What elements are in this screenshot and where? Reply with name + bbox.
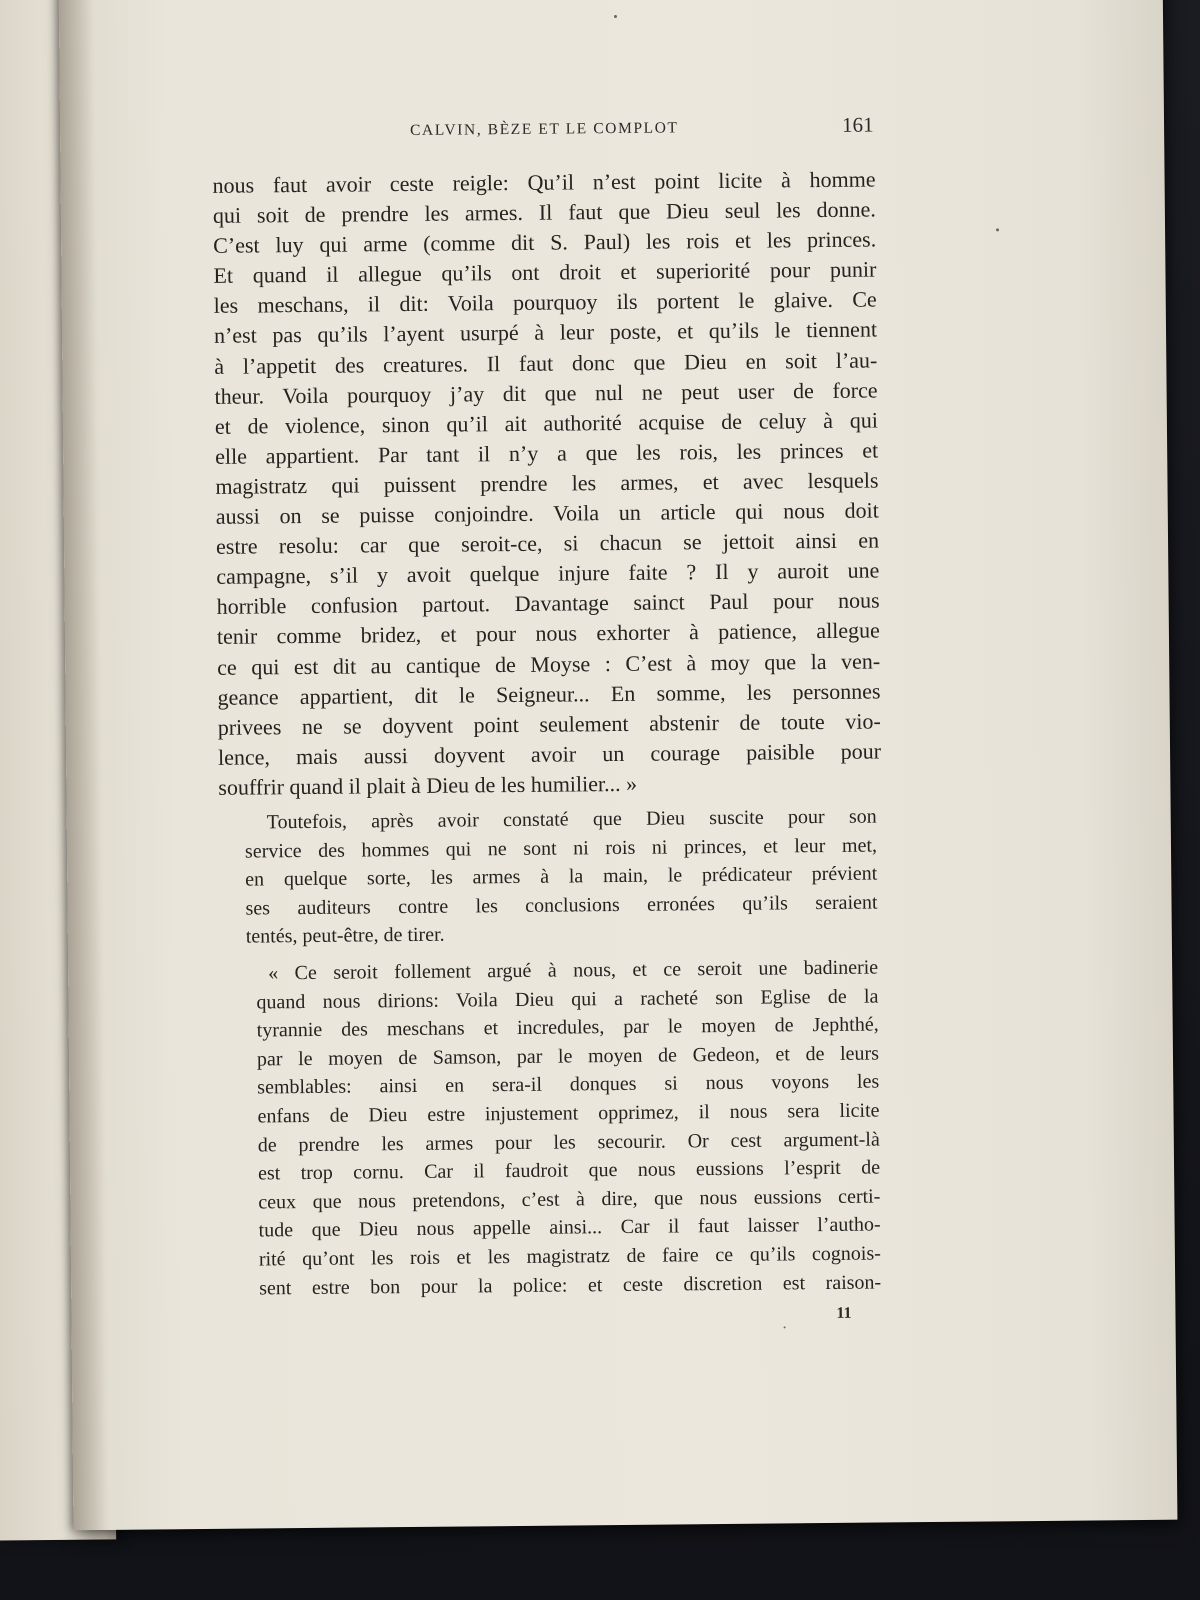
text-line: aussi on se puisse conjoindre. Voila un article qui nous doit [215,497,879,529]
text-line: tenir comme bridez, et pour nous exhorter à patience, allegue [216,617,881,650]
text-line: theur. Voila pourquoy j’ay dit que nul ne peut user de force [214,377,878,409]
text-line: à l’appetit des creatures. Il faut donc que Dieu en soit l’au- [214,347,878,379]
book-page [59,0,1178,1530]
text-line: privees ne se doyvent point seulement abstenir de toute vio- [217,708,881,740]
text-line: enfans de Dieu estre injustement opprimez, il nous sera licite [257,1099,880,1128]
text-line: et de violence, sinon qu’il ait authorité acquise de celuy à qui [214,407,878,439]
text-line: geance appartient, dit le Seigneur... En somme, les personnes [217,678,881,710]
text-line: sent estre bon pour la police: et ceste discretion est raison- [259,1271,882,1300]
text-line: n’est pas qu’ils l’ayent usurpé à leur poste, et qu’ils le tiennent [213,316,878,349]
paper-speck [996,228,999,231]
paragraph-2 [245,803,878,952]
text-line: est trop cornu. Car il faudroit que nous eussions l’esprit de [257,1156,881,1185]
text-line: service des hommes qui ne sont ni rois ni princes, et leur met, [244,834,878,863]
text-line: ce qui est dit au cantique de Moyse : C’est à moy que la ven- [217,647,881,680]
running-title: CALVIN, BÈZE ET LE COMPLOT [409,119,679,139]
text-line: semblables: ainsi en sera-il donques si nous voyons les [257,1070,880,1099]
text-line: C’est luy qui arme (comme dit S. Paul) les rois et les princes. [213,226,877,259]
text-line: magistratz qui puissent prendre les armes, et avec lesquels [215,467,879,499]
text-line: ses auditeurs contre les conclusions erronées qu’ils seraient [245,891,878,920]
text-line: nous faut avoir ceste reigle: Qu’il n’est point licite à homme [212,166,876,198]
text-line: tentés, peut-être, de tirer. [245,924,445,948]
text-line: lence, mais aussi doyvent avoir un courage paisible pour [217,738,882,770]
signature-mark: 11 [836,1304,852,1322]
text-line: les meschans, il dit: Voila pourquoy ils portent le glaive. Ce [213,286,877,319]
text-line: « Ce seroit follement argué à nous, et ce seroit une badinerie [268,956,879,985]
text-line: Et quand il allegue qu’ils ont droit et superiorité pour punir [213,256,877,289]
text-line: de prendre les armes pour les secourir. Or cest argument-là [257,1128,880,1157]
running-head [60,112,1164,139]
text-line: souffrir quand il plait à Dieu de les humilier... » [218,770,638,800]
page-number: 161 [841,112,874,137]
text-line: par le moyen de Samson, par le moyen de Gedeon, et de leurs [256,1042,880,1071]
paper-speck [784,1326,786,1328]
text-line: tude que Dieu nous appelle ainsi... Car il faut laisser l’autho- [258,1213,881,1242]
paragraph-3 [256,954,881,1303]
text-line: elle appartient. Par tant il n’y a que les rois, les princes et [215,437,879,469]
text-line: qui soit de prendre les armes. Il faut que Dieu seul les donne. [212,196,876,228]
text-line: estre resolu: car que seroit-ce, si chacun se jettoit ainsi en [215,527,880,559]
paper-speck [614,15,617,18]
text-line: en quelque sorte, les armes à la main, le prédicateur prévient [245,862,878,891]
text-line: rité qu’ont les rois et les magistratz de faire ce qu’ils cognois- [258,1242,881,1271]
paragraph-1 [212,165,881,803]
text-line: campagne, s’il y avoit quelque injure faite ? Il y auroit une [216,557,880,590]
text-line: tyrannie des meschans et incredules, par le moyen de Jephthé, [256,1013,879,1042]
text-line: quand nous dirions: Voila Dieu qui a racheté son Eglise de la [256,985,879,1014]
text-line: Toutefois, après avoir constaté que Dieu suscite pour son [266,805,877,834]
text-line: ceux que nous pretendons, c’est à dire, que nous eussions certi- [258,1185,881,1214]
text-line: horrible confusion partout. Davantage sainct Paul pour nous [216,587,880,620]
